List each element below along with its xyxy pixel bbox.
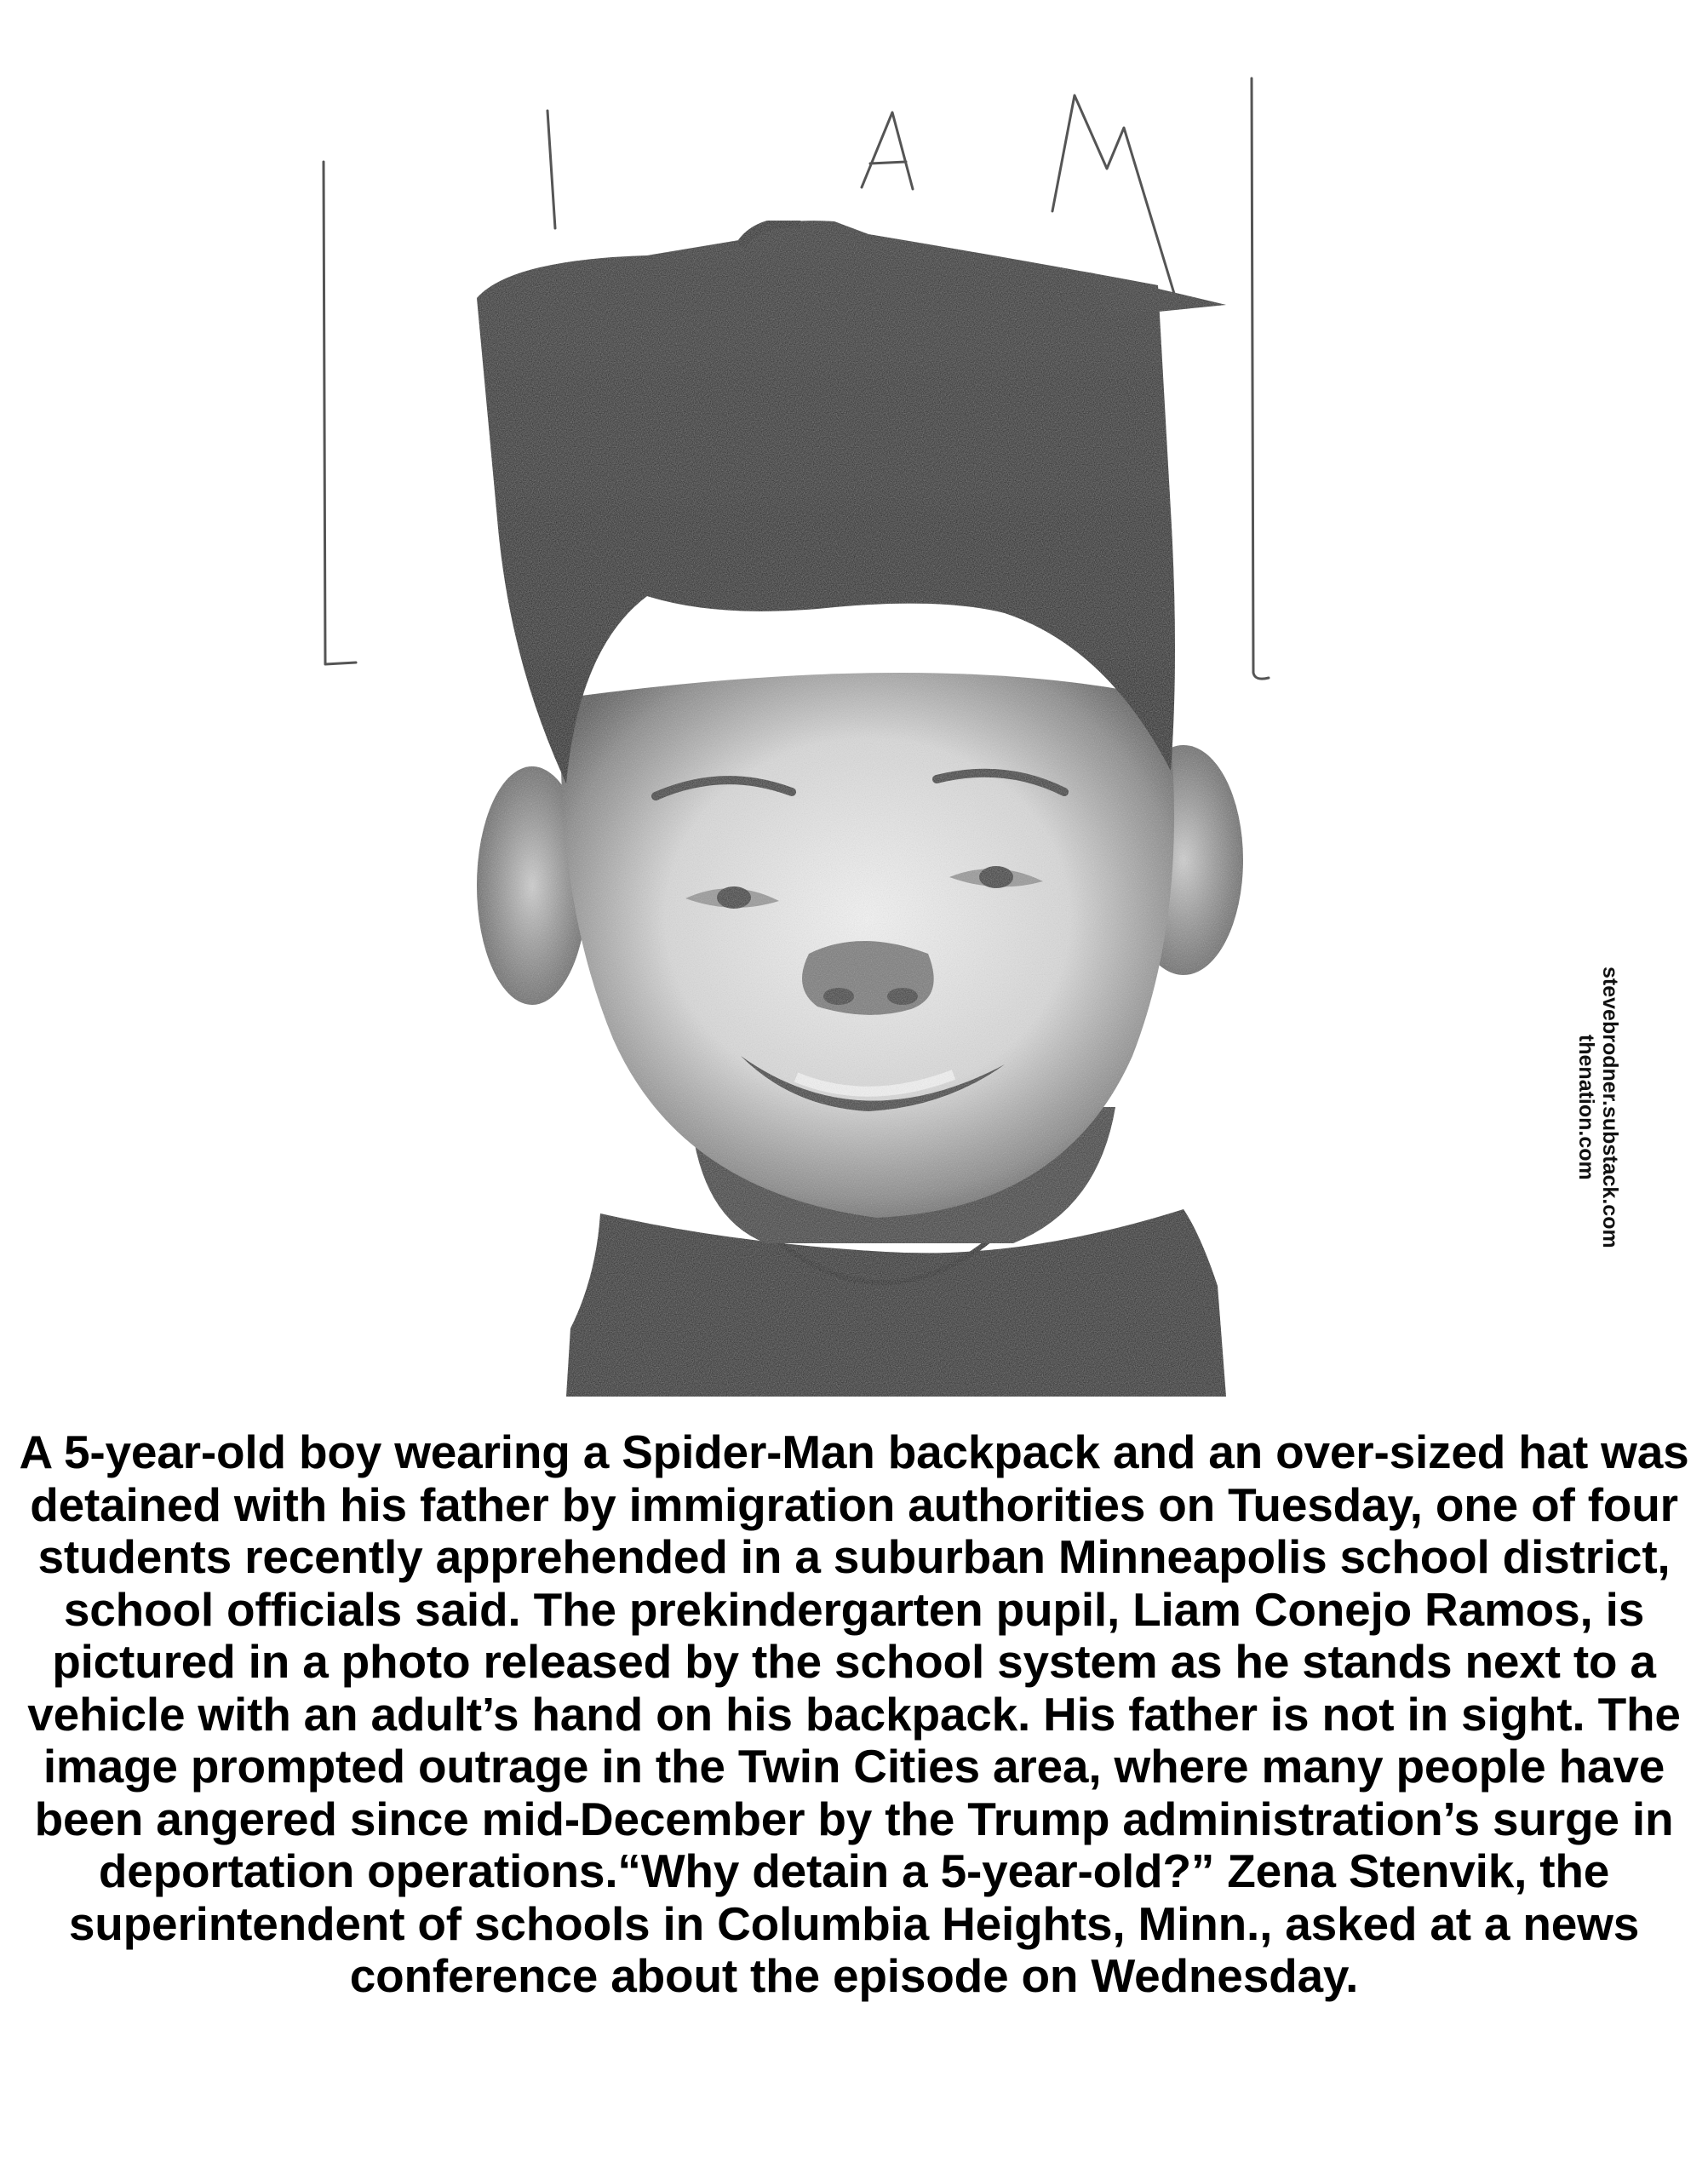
boy-portrait (477, 221, 1243, 1397)
letter-i-stroke (547, 111, 555, 228)
letter-m-stroke (1052, 95, 1175, 296)
credit-thenation: thenation.com (1574, 1034, 1598, 1180)
caption-text: A 5-year-old boy wearing a Spider-Man backpack and an over-sized hat was detained with his father by immigration authorities on Tuesday, one of four students recently apprehended in a suburban Minneapolis school district, school officials said. The prekindergarten pupil, Liam Conejo Ramos, is pictured in a photo released by the school system as he stands next to a vehicle with an adult’s hand on his backpack. His father is not in sight. The image prompted outrage in the Twin Cities area, where many people have been angered since mid-December by the Trump administration’s surge in deportation operations.“Why detain a 5-year-old?” Zena Stenvik, the superintendent of schools in Columbia Heights, Minn., asked at a news conference about the episode on Wednesday. (19, 1426, 1689, 2002)
right-bracket-stroke (1252, 78, 1269, 679)
artist-credits (1574, 967, 1622, 1248)
nose (802, 941, 934, 1015)
letter-l-stroke (324, 162, 356, 664)
letter-a-stroke (862, 112, 913, 189)
credit-substack: stevebrodner.substack.com (1598, 967, 1622, 1248)
